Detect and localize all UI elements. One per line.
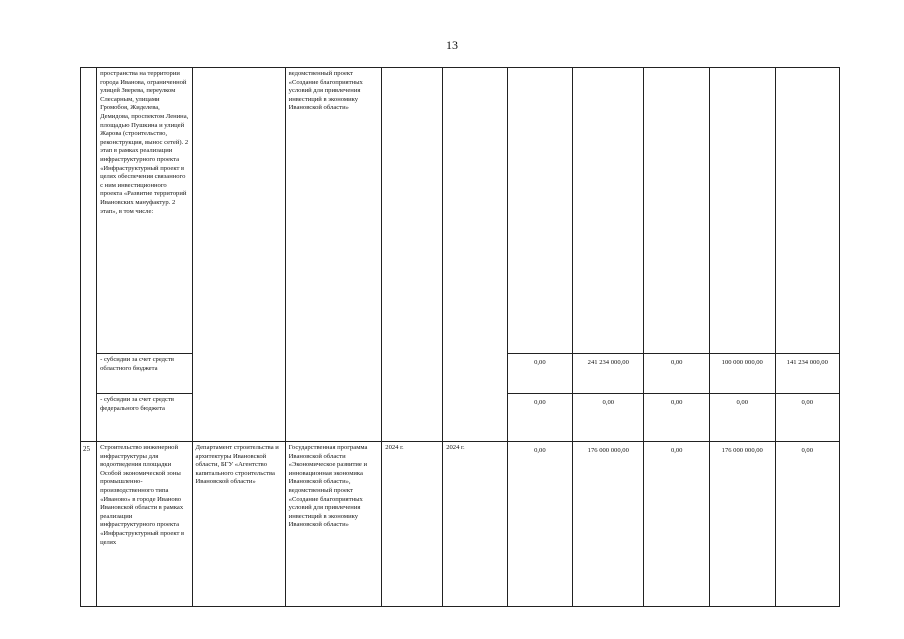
description-cell: пространства на территории города Иванова, ограниченной улицей Зверева, переулком Слесарным, улицами Громобоя, Жиделева, Демидова, проспектом Ленина, площадью Пушкина и улицей Жарова (строительство, реконструкция, вынос сетей). 2 этап в рамках реализации инфраструктурного проекта «Инфраструктурный проект в целях обеспечения связанного с ним инвестиционного проекта «Развитие территорий Ивановских мануфактур. 2 этап», в том числе:: [97, 68, 192, 354]
value-cell: [507, 68, 573, 354]
value-cell: [709, 68, 775, 354]
value-cell: 0,00: [644, 442, 710, 607]
value-cell: [644, 68, 710, 354]
start-year-cell: [382, 68, 443, 442]
row-index-cell: [81, 68, 97, 442]
program-cell: Государственная программа Ивановской области «Экономическое развитие и инновационная экономика Ивановской области», ведомственный проект «Создание благоприятных условий для привлечения инвестиций в экономику Ивановской области»: [285, 442, 382, 607]
table-row: [81, 68, 840, 354]
value-cell: 100 000 000,00: [709, 354, 775, 394]
start-year-cell: 2024 г.: [382, 442, 443, 607]
description-cell: - субсидии за счет средств областного бюджета: [97, 354, 192, 394]
description-cell: Строительство инженерной инфраструктуры для водоотведения площадки Особой экономической зоны промышленно-производственного типа «Иваново» в городе Иваново Ивановской области в рамках реализации инфраструктурного проекта «Инфраструктурный проект в целях: [97, 442, 192, 607]
value-cell: 0,00: [644, 394, 710, 442]
value-cell: 0,00: [709, 394, 775, 442]
value-cell: 241 234 000,00: [573, 354, 644, 394]
end-year-cell: [443, 68, 507, 442]
value-cell: 141 234 000,00: [775, 354, 839, 394]
value-cell: 0,00: [507, 354, 573, 394]
value-cell: [573, 68, 644, 354]
page-number: 13: [446, 38, 458, 52]
value-cell: 0,00: [775, 442, 839, 607]
end-year-cell: 2024 г.: [443, 442, 507, 607]
description-cell: - субсидии за счет средств федерального бюджета: [97, 394, 192, 442]
program-cell: ведомственный проект «Создание благоприятных условий для привлечения инвестиций в экономику Ивановской области»: [285, 68, 382, 442]
value-cell: 0,00: [573, 394, 644, 442]
budget-table: [80, 67, 840, 607]
value-cell: 0,00: [507, 442, 573, 607]
table-row: [81, 442, 840, 607]
value-cell: 0,00: [775, 394, 839, 442]
value-cell: 176 000 000,00: [709, 442, 775, 607]
executor-cell: [192, 68, 285, 442]
value-cell: [775, 68, 839, 354]
value-cell: 0,00: [644, 354, 710, 394]
value-cell: 176 000 000,00: [573, 442, 644, 607]
executor-cell: Департамент строительства и архитектуры Ивановской области, БГУ «Агентство капитального строительства Ивановской области»: [192, 442, 285, 607]
value-cell: 0,00: [507, 394, 573, 442]
row-index-cell: 25: [81, 442, 97, 607]
